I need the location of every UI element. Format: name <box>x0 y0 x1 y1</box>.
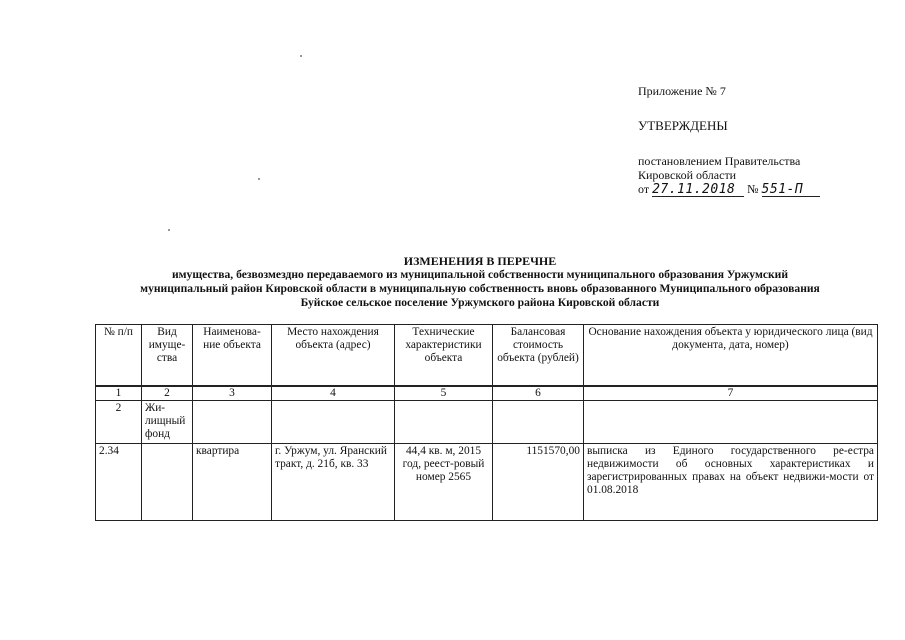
cell-address: г. Уржум, ул. Яранский тракт, д. 21б, кв. 33 <box>272 444 395 521</box>
cell-number: 2.34 <box>96 444 142 521</box>
table-row <box>96 401 878 444</box>
table-header-row <box>96 325 878 387</box>
column-number: 6 <box>493 386 584 401</box>
scan-speck <box>300 55 302 57</box>
decree-line-1: постановлением Правительства <box>638 154 801 168</box>
cell-cost <box>493 401 584 444</box>
header-cell-type: Вид имуще-ства <box>142 325 193 387</box>
cell-type <box>142 444 193 521</box>
annex-label: Приложение № 7 <box>638 84 726 98</box>
column-number: 4 <box>272 386 395 401</box>
column-number: 5 <box>395 386 493 401</box>
cell-address <box>272 401 395 444</box>
title-line-1: имущества, безвозмездно передаваемого из муниципальной собственности муниципального образования Уржумский <box>171 268 789 281</box>
scan-speck <box>258 178 260 180</box>
table-row <box>96 444 878 521</box>
header-cell-basis: Основание нахождения объекта у юридического лица (вид документа, дата, номер) <box>584 325 878 387</box>
column-number-row <box>96 386 878 401</box>
cell-name: квартира <box>193 444 272 521</box>
cell-cost: 1151570,00 <box>493 444 584 521</box>
cell-specs <box>395 401 493 444</box>
property-table <box>95 324 878 521</box>
header-cell-cost: Балансовая стоимость объекта (рублей) <box>493 325 584 387</box>
from-label: от <box>638 182 650 196</box>
title-line-2: муниципальный район Кировской области в муниципальную собственность вновь образованного Муниципального образования <box>140 282 820 295</box>
cell-name <box>193 401 272 444</box>
cell-basis <box>584 401 878 444</box>
title-line-3: Буйское сельское поселение Уржумского района Кировской области <box>300 296 660 309</box>
decree-date-number <box>638 182 820 197</box>
title-main: ИЗМЕНЕНИЯ В ПЕРЕЧНЕ <box>403 254 557 268</box>
column-number: 3 <box>193 386 272 401</box>
approved-label: УТВЕРЖДЕНЫ <box>638 118 728 133</box>
cell-number: 2 <box>96 401 142 444</box>
cell-type: Жи-лищный фонд <box>142 401 193 444</box>
approval-block <box>638 84 820 197</box>
handwritten-date: 27.11.2018 <box>652 183 744 197</box>
header-cell-address: Место нахождения объекта (адрес) <box>272 325 395 387</box>
cell-basis: выписка из Единого государственного ре-естра недвижимости об основных характеристиках и зарегистрированных правах на объект недвижи-мости от 01.08.2018 <box>584 444 878 521</box>
header-cell-name: Наименова-ние объекта <box>193 325 272 387</box>
header-cell-number: № п/п <box>96 325 142 387</box>
header-cell-specs: Технические характеристики объекта <box>395 325 493 387</box>
scan-speck <box>168 229 170 231</box>
column-number: 2 <box>142 386 193 401</box>
column-number: 1 <box>96 386 142 401</box>
cell-specs: 44,4 кв. м, 2015 год, реест-ровый номер 2565 <box>395 444 493 521</box>
number-label: № <box>747 182 759 196</box>
document-title <box>90 254 870 310</box>
handwritten-number: 551-П <box>762 183 820 197</box>
column-number: 7 <box>584 386 878 401</box>
decree-line-2: Кировской области <box>638 168 737 182</box>
